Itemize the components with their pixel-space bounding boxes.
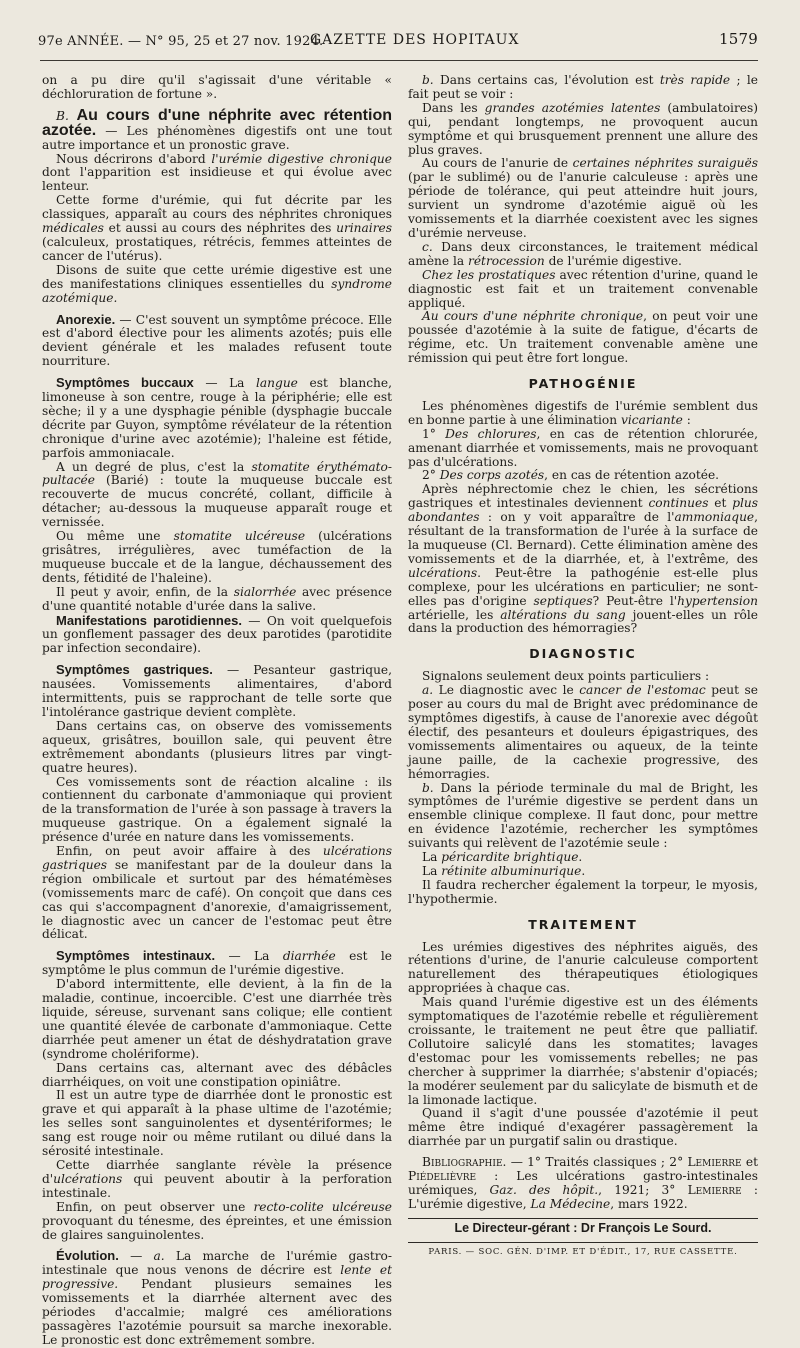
paragraph: Cette forme d'urémie, qui fut décrite par les classiques, apparaît au cours des néphrites chroniques médicales et aussi au cours des néphrites des urinaires (calculeux, prostatiques, rétrécis, femmes atteintes de cancer de l'utérus). <box>42 193 392 263</box>
right-column <box>408 74 758 1260</box>
section-b-heading: B. Au cours d'une néphrite avec rétention azotée. — Les phénomènes digestifs ont une tout autre importance et un pronostic grave. <box>42 106 392 152</box>
journal-title: GAZETTE DES HOPITAUX <box>310 32 520 48</box>
paragraph: 1° Des chlorures, en cas de rétention chlorurée, amenant diarrhée et vomissements, mais ne provoquant pas d'ulcérations. <box>408 426 758 469</box>
footer-rule <box>408 1242 758 1243</box>
paragraph: Il faudra rechercher également la torpeur, le myosis, l'hypothermie. <box>408 877 758 906</box>
paragraph: Dans les grandes azotémies latentes (ambulatoires) qui, pendant longtemps, ne provoquent aucun symptôme et qui brusquement prennent une allure des plus graves. <box>408 100 759 157</box>
paragraph: Ces vomissements sont de réaction alcaline : ils contiennent du carbonate d'ammoniaque qui provient de la transformation de l'urée à son passage à travers la muqueuse gastrique. On a également signalé la présence d'urée en nature dans les vomissements. <box>42 774 392 845</box>
paragraph: Les urémies digestives des néphrites aiguës, des rétentions d'urine, de l'anurie calculeuse comportent naturellement des thérapeutiques étiologiques appropriées à chaque cas. <box>408 939 758 996</box>
paragraph: Il peut y avoir, enfin, de la sialorrhée avec présence d'une quantité notable d'urée dans la salive. <box>42 584 392 613</box>
paragraph: Au cours de l'anurie de certaines néphrites suraiguës (par le sublimé) ou de l'anurie calculeuse : après une période de tolérance, qui peut atteindre huit jours, survient un syndrome d'azotémie aiguë où les vomissements et la diarrhée coexistent avec les signes d'urémie nerveuse. <box>408 156 758 240</box>
issue-info: 97e ANNÉE. — N° 95, 25 et 27 nov. 1924. <box>38 34 324 49</box>
paragraph: Cette diarrhée sanglante révèle la présence d'ulcérations qui peuvent aboutir à la perforation intestinale. <box>42 1157 392 1200</box>
page-number: 1579 <box>719 30 758 48</box>
paragraph: Nous décrirons d'abord l'urémie digestive chronique dont l'apparition est insidieuse et qui évolue avec lenteur. <box>42 151 392 194</box>
footer-rule <box>408 1218 758 1219</box>
bibliography: Bibliographie. — 1° Traités classiques ; 2° Lemierre et Piédelièvre : Les ulcérations gastro-intestinales urémiques, Gaz. des hôpit., 1921; 3° Lemierre : L'urémie digestive, La Médecine, mars 1922. <box>408 1155 758 1211</box>
paragraph: c. Dans deux circonstances, le traitement médical amène la rétrocession de l'urémie digestive. <box>408 239 758 268</box>
section-heading-diagnostic: DIAGNOSTIC <box>529 646 637 662</box>
buccaux-paragraph: Symptômes buccaux — La langue est blanche, limoneuse à son centre, rouge à la périphérie; elle est sèche; il y a une dysphagie pénible (dysphagie buccale décrite par Guyon, symptôme révélateur de la rétention chronique d'urine avec azotémie); l'haleine est fétide, parfois ammoniacale. <box>42 375 392 460</box>
paragraph: Disons de suite que cette urémie digestive est une des manifestations cliniques essentielles du syndrome azotémique. <box>42 262 392 305</box>
paragraph: Dans certains cas, on observe des vomissements aqueux, grisâtres, bouillon sale, qui peuvent être extrêmement abondants (plusieurs litres par vingt-quatre heures). <box>42 718 392 775</box>
parotid-paragraph: Manifestations parotidiennes. — On voit quelquefois un gonflement passager des deux parotides (parotidite par infection secondaire). <box>42 612 392 656</box>
anorexie-paragraph: Anorexie. — C'est souvent un symptôme précoce. Elle est d'abord élective pour les aliments azotés; puis elle devient générale et les malades refusent toute nourriture. <box>42 311 392 369</box>
paragraph: on a pu dire qu'il s'agissait d'une véritable « déchloruration de fortune ». <box>42 73 392 101</box>
paragraph: Les phénomènes digestifs de l'urémie semblent dus en bonne partie à une élimination vicariante : <box>408 398 758 427</box>
left-column <box>42 74 392 1348</box>
evolution-paragraph: Évolution. — a. La marche de l'urémie gastro-intestinale que nous venons de décrire est lente et progressive. Pendant plusieurs semaines les vomissements et la diarrhée alternent avec des périodes d'accalmie; malgré ces améliorations passagères l'azotémie poursuit sa marche inexorable. Le pronostic est donc extrêmement sombre. <box>42 1248 392 1347</box>
paragraph: D'abord intermittente, elle devient, à la fin de la maladie, continue, incoercible. C'est une diarrhée très liquide, séreuse, survenant sans colique; elle contient une quantité élevée de carbonate d'ammoniaque. Cette diarrhée peut amener un état de déshydratation grave (syndrome cholériforme). <box>42 977 392 1061</box>
paragraph: 2° Des corps azotés, en cas de rétention azotée. <box>422 468 720 483</box>
page-header <box>38 30 758 54</box>
paragraph: Enfin, on peut avoir affaire à des ulcérations gastriques se manifestant par de la douleur dans la région ombilicale et surtout par des hématémèses (vomissements marc de café). On conçoit que dans ces cas qui s'accompagnent d'anorexie, d'amaigrissement, le diagnostic avec un cancer de l'estomac peut être délicat. <box>42 844 392 942</box>
paragraph: Mais quand l'urémie digestive est un des éléments symptomatiques de l'azotémie rebelle et régulièrement croissante, le traitement ne peut être que palliatif. Collutoire salicylé dans les stomatites; lavages d'estomac pour les vomissements rebelles; ne pas chercher à supprimer la diarrhée; s'abstenir d'opiacés; la modérer seulement par du salicylate de bismuth et de la limonade lactique. <box>408 995 758 1107</box>
gastric-paragraph: Symptômes gastriques. — Pesanteur gastrique, nausées. Vomissements alimentaires, d'abord intermittents, puis se rapprochant de telle sorte que l'intolérance gastrique devient complète. <box>42 662 393 719</box>
paragraph: b. Dans la période terminale du mal de Bright, les symptômes de l'urémie digestive se perdent dans un ensemble clinique complexe. Il faut donc, pour mettre en évidence l'azotémie, rechercher les symptômes suivants qui relèvent de l'azotémie seule : <box>408 780 758 851</box>
paragraph: Quand il s'agit d'une poussée d'azotémie il peut même être indiqué d'exagérer passagèrement la diarrhée par un purgatif salin ou drastique. <box>408 1106 758 1149</box>
paragraph: Il est un autre type de diarrhée dont le pronostic est grave et qui apparaît à la phase ultime de l'azotémie; les selles sont sanguinolentes et dysentériformes; le sang est rouge noir ou même rutilant ou dilué dans la sérosité intestinale. <box>42 1088 392 1159</box>
paragraph: Enfin, on peut observer une recto-colite ulcéreuse provoquant du ténesme, des épreintes, et une émission de glaires sanguinolentes. <box>42 1199 392 1242</box>
paragraph: La rétinite albuminurique. <box>422 863 586 878</box>
paragraph: Signalons seulement deux points particuliers : <box>422 669 710 684</box>
paragraph: b. Dans certains cas, l'évolution est très rapide ; le fait peut se voir : <box>408 73 759 101</box>
printer-line: PARIS. — SOC. GÉN. D'IMP. ET D'ÉDIT., 17, RUE CASSETTE. <box>428 1246 738 1257</box>
section-heading-pathogenie: PATHOGÉNIE <box>528 376 638 392</box>
paragraph: A un degré de plus, c'est la stomatite érythémato-pultacée (Barié) : toute la muqueuse buccale est recouverte de mucus concrété, collant, difficile à détacher; au-dessous la muqueuse apparaît rouge et vernissée. <box>42 459 392 530</box>
paragraph: a. Le diagnostic avec le cancer de l'estomac peut se poser au cours du mal de Bright avec prédominance de symptômes digestifs, à cause de l'anorexie avec dégoût électif, des pesanteurs et douleurs épigastriques, des vomissements alimentaires ou aqueux, de la teinte jaune paille, de la cachexie progressive, des hémorragies. <box>408 683 759 781</box>
paragraph: Après néphrectomie chez le chien, les sécrétions gastriques et intestinales deviennent continues et plus abondantes : on y voit apparaître de l'ammoniaque, résultant de la transformation de l'urée à la surface de la muqueuse (Cl. Bernard). Cette élimination amène des vomissements et de la diarrhée, et, à l'extrême, des ulcérations. Peut-être la pathogénie est-elle plus complexe, pour les ulcérations en particulier; ne sont-elles pas d'origine septiques? Peut-être l'hypertension artérielle, les altérations du sang jouent-elles un rôle dans la production des hémorragies? <box>408 482 758 636</box>
paragraph: Au cours d'une néphrite chronique, on peut voir une poussée d'azotémie à la suite de fatigue, d'écarts de régime, etc. Un traitement convenable amène une rémission qui peut être fort longue. <box>408 309 758 366</box>
header-rule <box>40 60 758 61</box>
section-heading-traitement: TRAITEMENT <box>528 916 638 932</box>
paragraph: Chez les prostatiques avec rétention d'urine, quand le diagnostic est fait et un traitement convenable appliqué. <box>408 267 758 310</box>
director-line: Le Directeur-gérant : Dr François Le Sourd. <box>454 1220 712 1235</box>
paragraph: Ou même une stomatite ulcéreuse (ulcérations grisâtres, irrégulières, avec tuméfaction de la muqueuse buccale et de la langue, déchaussement des dents, fétidité de l'haleine). <box>42 529 392 585</box>
paragraph: Dans certains cas, alternant avec des débâcles diarrhéiques, on voit une constipation opiniâtre. <box>42 1060 392 1089</box>
intestinal-paragraph: Symptômes intestinaux. — La diarrhée est le symptôme le plus commun de l'urémie digestive. <box>42 948 392 978</box>
paragraph: La péricardite brightique. <box>422 850 583 865</box>
